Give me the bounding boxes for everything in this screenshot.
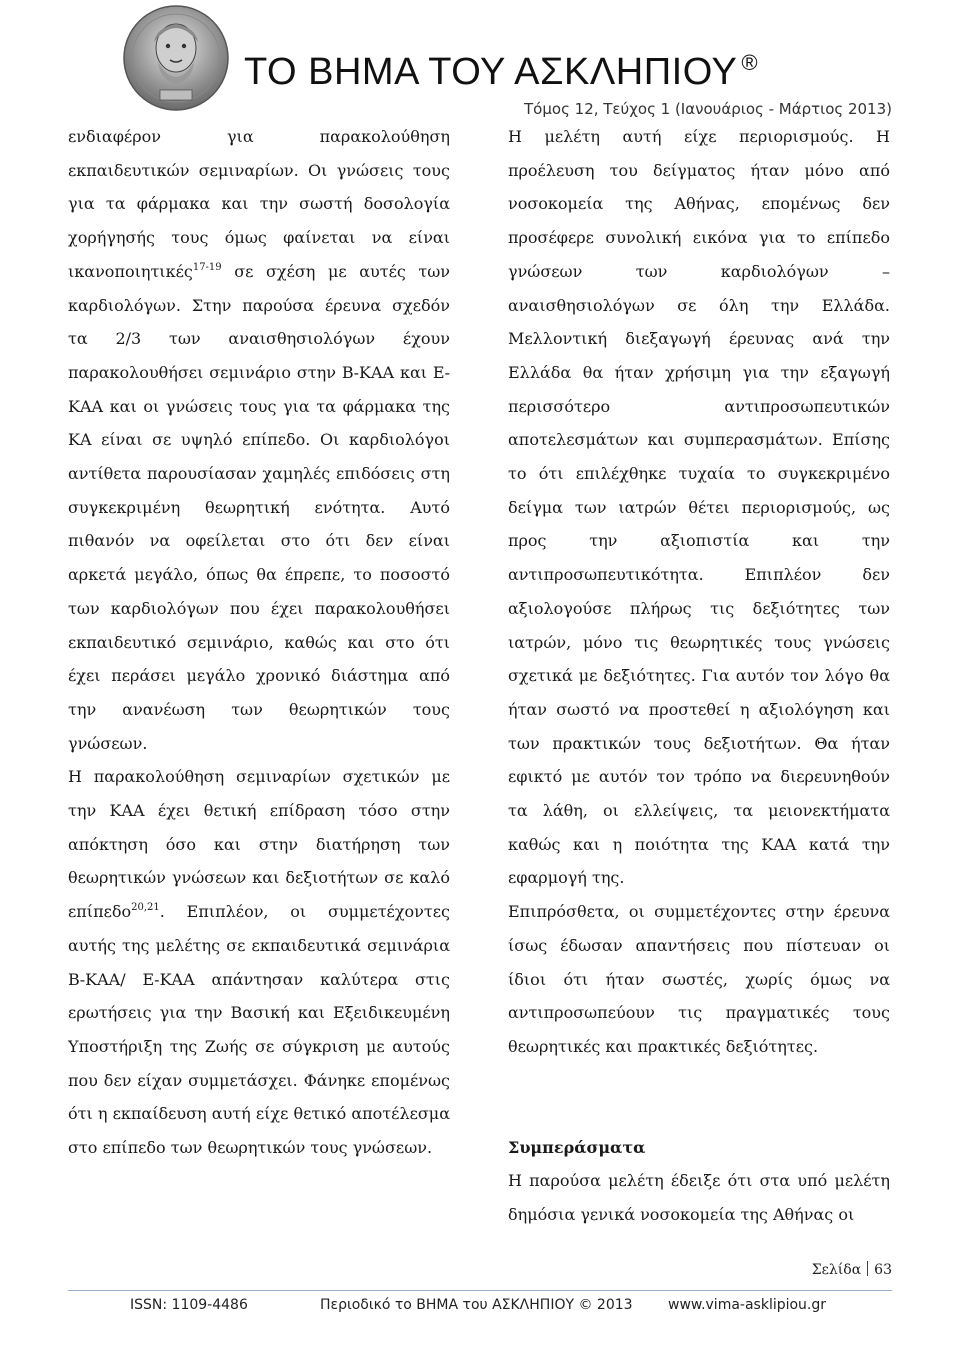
page-header xyxy=(0,0,960,125)
paragraph: Η παρακολούθηση σεμιναρίων σχετικών με την ΚΑΑ έχει θετική επίδραση τόσο στην απόκτηση όσο και στην διατήρηση των θεωρητικών γνώσεων και δεξιοτήτων σε καλό επίπεδο$^{20,21}$. Επιπλέον, οι συμμετέχοντες αυτής της μελέτης σε εκπαιδευτικά σεμινάρια Β-ΚΑΑ/ Ε-ΚΑΑ απάντησαν καλύτερα στις ερωτήσεις για την Βασική και Εξειδικευμένη Υποστήριξη της Ζωής σε σύγκριση με αυτούς που δεν είχαν συμμετάσχει. Φάνηκε επομένως ότι η εκπαίδευση αυτή είχε θετικό αποτέλεσμα στο επίπεδο των θεωρητικών τους γνώσεων. xyxy=(68,767,450,1158)
paragraph: Η μελέτη αυτή είχε περιορισμούς. Η προέλευση του δείγματος ήταν μόνο από νοσοκομεία της Αθήνας, επομένως δεν προσέφερε συνολική εικόνα για το επίπεδο γνώσεων των καρδιολόγων – αναισθησιολόγων σε όλη την Ελλάδα. Μελλοντική διεξαγωγή έρευνας ανά την Ελλάδα θα ήταν χρήσιμη για την εξαγωγή περισσότερο αντιπροσωπευτικών αποτελεσμάτων και συμπερασμάτων. Επίσης το ότι επιλέχθηκε τυχαία το συγκεκριμένο δείγμα των ιατρών θέτει περιορισμούς, ως προς την αξιοπιστία και την αντιπροσωπευτικότητα. Επιπλέον δεν αξιολογούσε πλήρως τις δεξιότητες των ιατρών, μόνο τις θεωρητικές τους γνώσεις σχετικά με δεξιότητες. Για αυτόν τον λόγο θα ήταν σωστό να προστεθεί η αξιολόγηση και των πρακτικών τους δεξιοτήτων. Θα ήταν εφικτό με αυτόν τον τρόπο να διερευνηθούν τα λάθη, οι ελλείψεις, τα μειονεκτήματα καθώς και η ποιότητα της ΚΑΑ κατά την εφαρμογή της. xyxy=(508,127,890,888)
page-number: Σελίδα 63 xyxy=(811,1262,892,1278)
registered-mark: ® xyxy=(741,50,759,75)
footer-journal: Περιοδικό το ΒΗΜΑ του ΑΣΚΛΗΠΙΟΥ © 2013 xyxy=(320,1297,633,1313)
section-heading: Συμπεράσματα xyxy=(508,1137,646,1157)
paragraph: Επιπρόσθετα, οι συμμετέχοντες στην έρευνα ίσως έδωσαν απαντήσεις που πίστευαν οι ίδιοι ότι ήταν σωστές, χωρίς όμως να αντιπροσωπεύουν τις πραγματικές τους θεωρητικές και πρακτικές δεξιότητες. xyxy=(508,902,890,1056)
citation: 17-19 xyxy=(192,261,222,273)
journal-title: ΤΟ ΒΗΜΑ ΤΟΥ ΑΣΚΛΗΠΙΟΥ ® xyxy=(244,50,759,93)
paragraph: Η παρούσα μελέτη έδειξε ότι στα υπό μελέτη δημόσια γενικά νοσοκομεία της Αθήνας οι xyxy=(508,1171,890,1225)
issue-info: Τόμος 12, Τεύχος 1 (Ιανουάριος - Μάρτιος 2013) xyxy=(524,100,892,118)
citation: 20,21 xyxy=(131,902,160,914)
spacer xyxy=(508,1064,890,1131)
right-column xyxy=(508,120,890,1232)
divider xyxy=(867,1261,868,1276)
footer-website[interactable]: www.vima-asklipiou.gr xyxy=(668,1297,827,1313)
footer-issn: ISSN: 1109-4486 xyxy=(130,1297,248,1313)
footer-divider xyxy=(68,1290,892,1291)
left-column xyxy=(68,120,450,1165)
paragraph: ενδιαφέρον για παρακολούθηση εκπαιδευτικών σεμιναρίων. Οι γνώσεις τους για τα φάρμακα και την σωστή δοσολογία χορήγησής τους όμως φαίνεται να είναι ικανοποιητικές$^{17-19}$ σε σχέση με αυτές των καρδιολόγων. Στην παρούσα έρευνα σχεδόν τα 2/3 των αναισθησιολόγων έχουν παρακολουθήσει σεμινάριο στην Β-ΚΑΑ και Ε-ΚΑΑ και οι γνώσεις τους για τα φάρμακα της ΚΑ είναι σε υψηλό επίπεδο. Οι καρδιολόγοι αντίθετα παρουσίασαν χαμηλές επιδόσεις στη συγκεκριμένη θεωρητική ενότητα. Αυτό πιθανόν να οφείλεται στο ότι δεν είναι αρκετά μεγάλο, όπως θα έπρεπε, το ποσοστό των καρδιολόγων που έχει παρακολουθήσει εκπαιδευτικό σεμινάριο, καθώς και στο ότι έχει περάσει μεγάλο χρονικό διάστημα από την ανανέωση των θεωρητικών τους γνώσεων. xyxy=(68,127,450,753)
asklepios-logo-icon xyxy=(120,4,232,112)
